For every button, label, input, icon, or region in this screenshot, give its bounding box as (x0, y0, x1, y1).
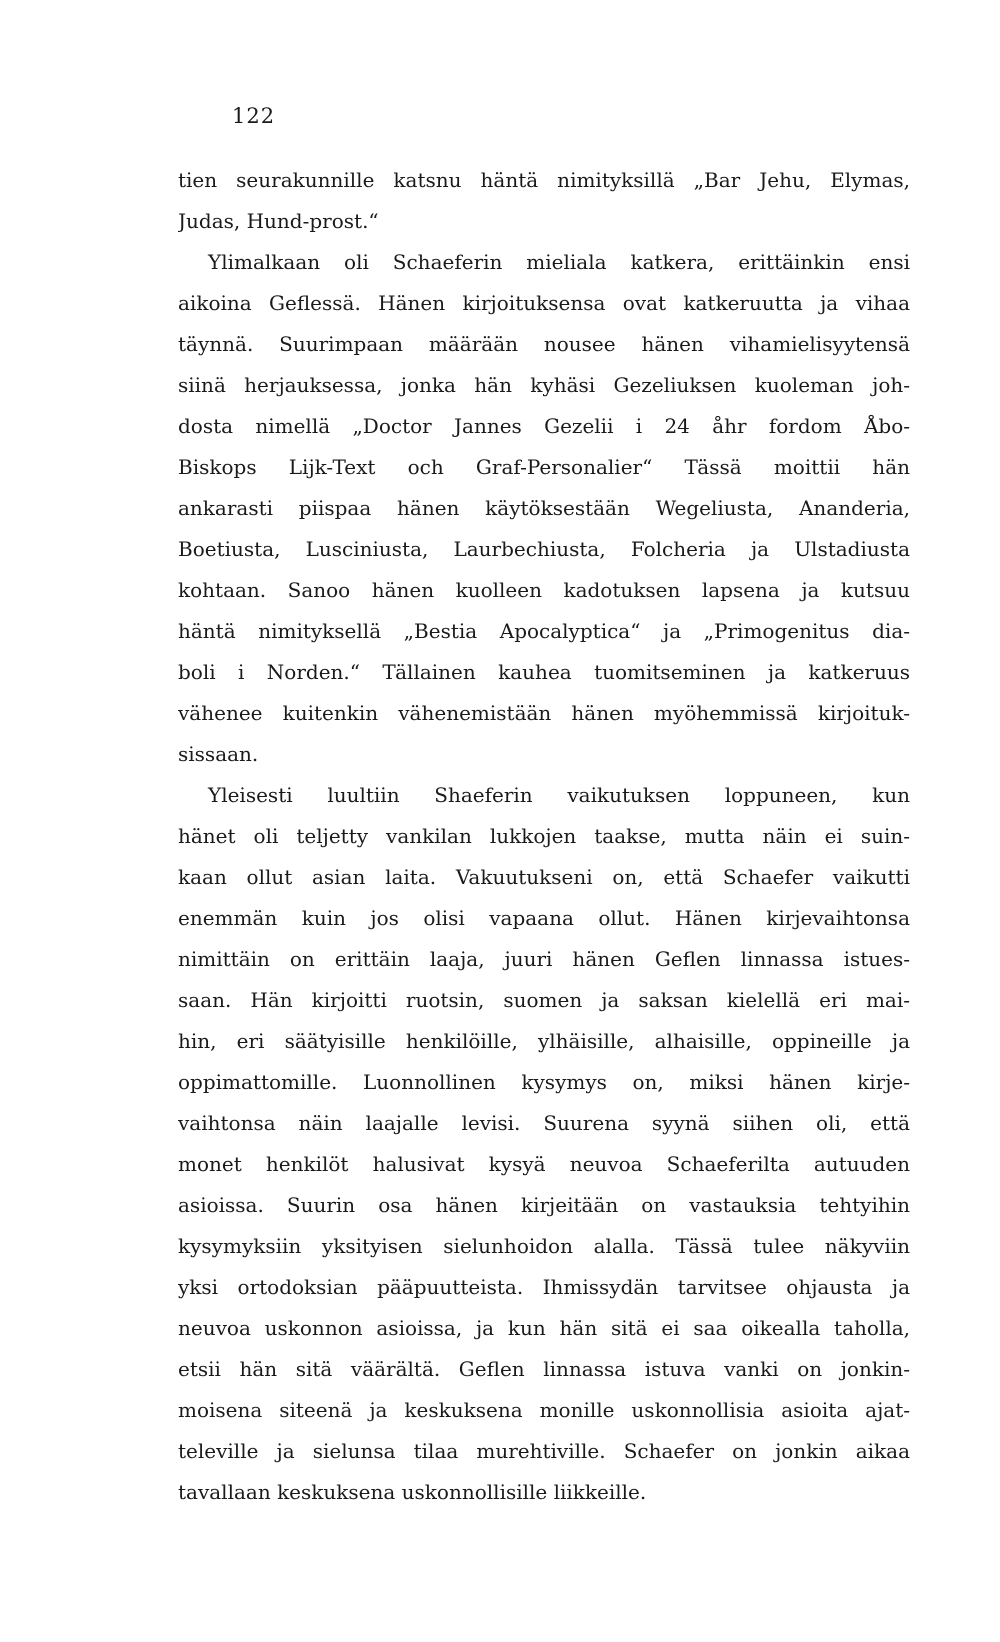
text-line: moisena siteenä ja keskuksena monille uskonnollisia asioita ajat- (178, 1398, 910, 1422)
text-line: aikoina Geflessä. Hänen kirjoituksensa ovat katkeruutta ja vihaa (178, 291, 910, 315)
text-line: Yleisesti luultiin Shaeferin vaikutuksen loppuneen, kun (208, 783, 910, 807)
text-line: hin, eri säätyisille henkilöille, ylhäisille, alhaisille, oppineille ja (178, 1029, 910, 1053)
text-line: kaan ollut asian laita. Vakuutukseni on, että Schaefer vaikutti (178, 865, 910, 889)
text-line: dosta nimellä „Doctor Jannes Gezelii i 24 åhr fordom Åbo- (178, 414, 910, 438)
text-line: etsii hän sitä väärältä. Geflen linnassa istuva vanki on jonkin- (178, 1357, 910, 1381)
text-line: saan. Hän kirjoitti ruotsin, suomen ja saksan kielellä eri mai- (178, 988, 910, 1012)
text-line: oppimattomille. Luonnollinen kysymys on, miksi hänen kirje- (178, 1070, 910, 1094)
text-line: siinä herjauksessa, jonka hän kyhäsi Gezeliuksen kuoleman joh- (178, 373, 910, 397)
text-line: häntä nimityksellä „Bestia Apocalyptica“ ja „Primogenitus dia- (178, 619, 910, 643)
text-line: neuvoa uskonnon asioissa, ja kun hän sitä ei saa oikealla taholla, (178, 1316, 910, 1340)
text-line: Biskops Lijk-Text och Graf-Personalier“ Tässä moittii hän (178, 455, 910, 479)
text-line: sissaan. (178, 742, 259, 766)
text-line: kysymyksiin yksityisen sielunhoidon alalla. Tässä tulee näkyviin (178, 1234, 910, 1258)
text-line: ankarasti piispaa hänen käytöksestään Wegeliusta, Ananderia, (178, 496, 910, 520)
text-line: asioissa. Suurin osa hänen kirjeitään on vastauksia tehtyihin (178, 1193, 910, 1217)
text-line: monet henkilöt halusivat kysyä neuvoa Schaeferilta autuuden (178, 1152, 910, 1176)
text-line: Judas, Hund-prost.“ (178, 209, 379, 233)
text-line: tavallaan keskuksena uskonnollisille liikkeille. (178, 1480, 647, 1504)
text-line: enemmän kuin jos olisi vapaana ollut. Hänen kirjevaihtonsa (178, 906, 910, 930)
text-line: televille ja sielunsa tilaa murehtiville. Schaefer on jonkin aikaa (178, 1439, 910, 1463)
text-line: nimittäin on erittäin laaja, juuri hänen Geflen linnassa istues- (178, 947, 910, 971)
page-number: 122 (232, 104, 276, 128)
text-line: Ylimalkaan oli Schaeferin mieliala katkera, erittäinkin ensi (208, 250, 910, 274)
text-line: vähenee kuitenkin vähenemistään hänen myöhemmissä kirjoituk- (178, 701, 910, 725)
text-line: täynnä. Suurimpaan määrään nousee hänen vihamielisyytensä (178, 332, 910, 356)
text-line: boli i Norden.“ Tällainen kauhea tuomitseminen ja katkeruus (178, 660, 910, 684)
text-line: Boetiusta, Lusciniusta, Laurbechiusta, Folcheria ja Ulstadiusta (178, 537, 910, 561)
text-line: vaihtonsa näin laajalle levisi. Suurena syynä siihen oli, että (178, 1111, 910, 1135)
text-line: yksi ortodoksian pääpuutteista. Ihmissydän tarvitsee ohjausta ja (178, 1275, 910, 1299)
text-line: hänet oli teljetty vankilan lukkojen taakse, mutta näin ei suin- (178, 824, 910, 848)
text-line: kohtaan. Sanoo hänen kuolleen kadotuksen lapsena ja kutsuu (178, 578, 910, 602)
body-text (178, 160, 910, 1513)
text-line: tien seurakunnille katsnu häntä nimityksillä „Bar Jehu, Elymas, (178, 168, 910, 192)
